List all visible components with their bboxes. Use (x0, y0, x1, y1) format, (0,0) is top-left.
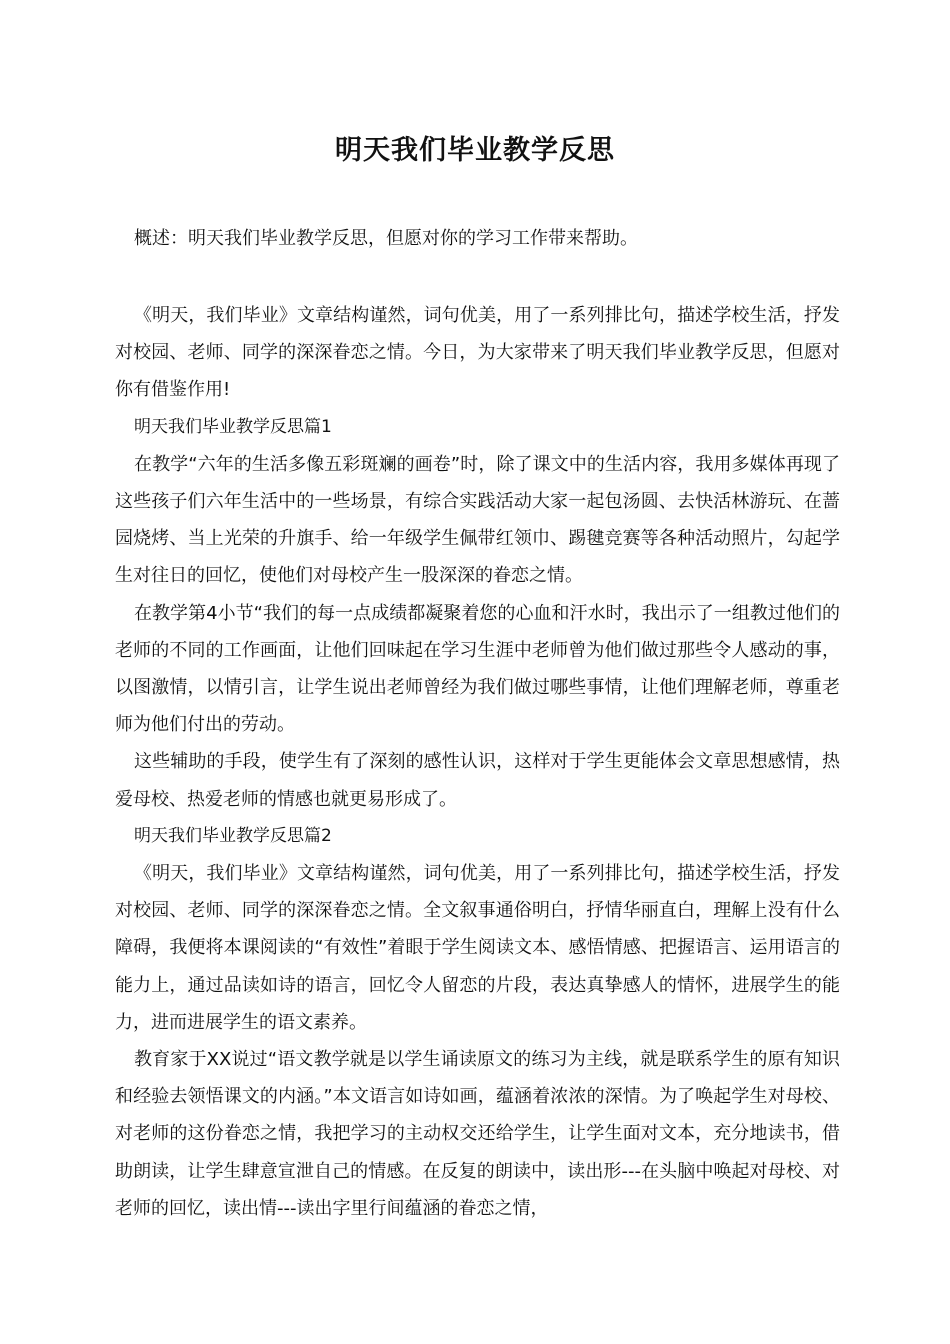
document-body (115, 297, 840, 1227)
body-paragraph: 在教学“六年的生活多像五彩斑斓的画卷”时，除了课文中的生活内容，我用多媒体再现了这些孩子们六年生活中的一些场景，有综合实践活动大家一起包汤圆、去快活林游玩、在蔷园烧烤、当上光荣的升旗手、给一年级学生佩带红领巾、踢毽竞赛等各种活动照片，勾起学生对往日的回忆，使他们对母校产生一股深深的眷恋之情。 (115, 453, 840, 587)
intro-paragraph: 《明天，我们毕业》文章结构谨然，词句优美，用了一系列排比句，描述学校生活，抒发对校园、老师、同学的深深眷恋之情。今日，为大家带来了明天我们毕业教学反思，但愿对你有借鉴作用! (115, 305, 840, 401)
document-summary: 概述：明天我们毕业教学反思，但愿对你的学习工作带来帮助。 (134, 228, 638, 249)
body-paragraph: 这些辅助的手段，使学生有了深刻的感性认识，这样对于学生更能体会文章思想感情，热爱母校、热爱老师的情感也就更易形成了。 (115, 751, 840, 810)
body-paragraph: 教育家于XX说过“语文教学就是以学生诵读原文的练习为主线，就是联系学生的原有知识和经验去领悟课文的内涵。”本文语言如诗如画，蕴涵着浓浓的深情。为了唤起学生对母校、对老师的这份眷恋之情，我把学习的主动权交还给学生，让学生面对文本，充分地读书，借助朗读，让学生肆意宣泄自己的情感。在反复的朗读中，读出形---在头脑中唤起对母校、对老师的回忆，读出情---读出字里行间蕴涵的眷恋之情， (115, 1049, 840, 1219)
section-heading-2: 明天我们毕业教学反思篇2 (134, 825, 332, 846)
body-paragraph: 《明天，我们毕业》文章结构谨然，词句优美，用了一系列排比句，描述学校生活，抒发对校园、老师、同学的深深眷恋之情。全文叙事通俗明白，抒情华丽直白，理解上没有什么障碍，我便将本课阅读的“有效性”着眼于学生阅读文本、感悟情感、把握语言、运用语言的能力上，通过品读如诗的语言，回忆令人留恋的片段，表达真挚感人的情怀，进展学生的能力，进而进展学生的语文素养。 (115, 863, 840, 1033)
body-paragraph: 在教学第4小节“我们的每一点成绩都凝聚着您的心血和汗水时，我出示了一组教过他们的老师的不同的工作画面，让他们回味起在学习生涯中老师曾为他们做过那些令人感动的事，以图激情，以情引言，让学生说出老师曾经为我们做过哪些事情，让他们理解老师，尊重老师为他们付出的劳动。 (115, 602, 840, 736)
section-heading-1: 明天我们毕业教学反思篇1 (134, 416, 332, 437)
document-title: 明天我们毕业教学反思 (335, 135, 615, 166)
